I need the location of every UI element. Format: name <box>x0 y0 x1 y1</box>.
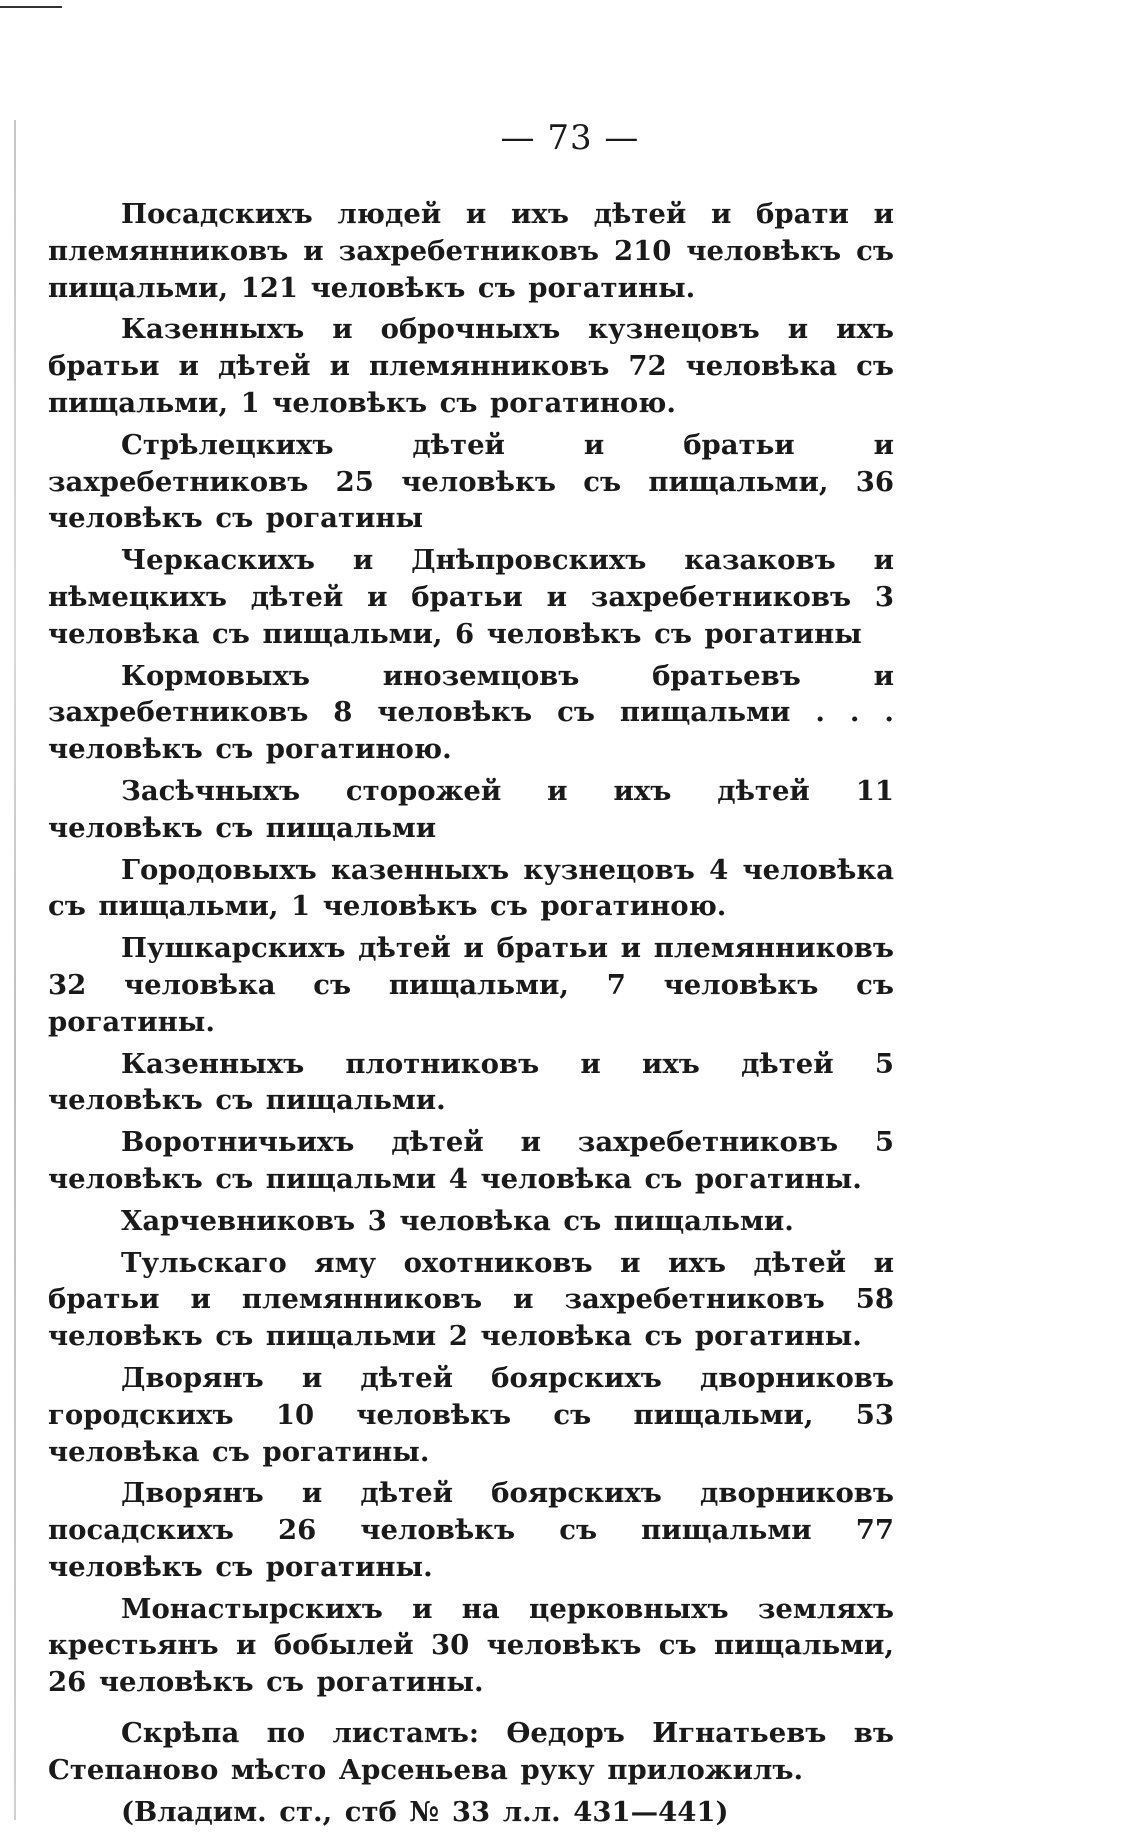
paragraph-monastery-peasants: Монастырскихъ и на церковныхъ земляхъ крестьянъ и бобылей 30 человѣкъ съ пищальми, 26 человѣкъ съ рогатины. <box>48 1592 894 1699</box>
paragraph-gunners: Пушкарскихъ дѣтей и братьи и племянниковъ 32 человѣка съ пищальми, 7 человѣкъ съ рогатины. <box>48 932 894 1038</box>
paragraph-town-yard-keepers: Дворянъ и дѣтей боярскихъ дворниковъ городскихъ 10 человѣкъ съ пищальми, 53 человѣка съ рогатины. <box>48 1361 894 1468</box>
paragraph-posad-yard-keepers: Дворянъ и дѣтей боярскихъ дворниковъ посадскихъ 26 человѣкъ съ пищальми 77 человѣкъ съ рогатины. <box>48 1477 894 1583</box>
paragraph-posad-people: Посадскихъ людей и ихъ дѣтей и брати и племянниковъ и захребетниковъ 210 человѣкъ съ пищальми, 121 человѣкъ съ рогатины. <box>48 198 894 304</box>
scan-binding-shadow <box>14 120 16 1820</box>
paragraph-streltsy: Стрѣлецкихъ дѣтей и братьи и захребетниковъ 25 человѣкъ съ пищальми, 36 человѣкъ съ рогатины <box>48 428 894 535</box>
page-number: — 73 — <box>500 118 640 158</box>
scan-edge-mark <box>0 6 62 8</box>
paragraph-tula-coachmen: Тульскаго яму охотниковъ и ихъ дѣтей и братьи и племянниковъ и захребетниковъ 58 человѣкъ съ пищальми 2 человѣка съ рогатины. <box>48 1246 894 1353</box>
paragraph-town-smiths: Городовыхъ казенныхъ кузнецовъ 4 человѣка съ пищальми, 1 человѣкъ съ рогатиною. <box>48 853 894 923</box>
paragraph-carpenters: Казенныхъ плотниковъ и ихъ дѣтей 5 человѣкъ съ пищальми. <box>48 1047 894 1117</box>
closing-attestation: Скрѣпа по листамъ: Ѳедоръ Игнатьевъ въ Степаново мѣсто Арсеньева руку приложилъ. <box>48 1717 894 1786</box>
paragraph-zaseka-guards: Засѣчныхъ сторожей и ихъ дѣтей 11 человѣкъ съ пищальми <box>48 774 894 844</box>
source-citation: (Владим. ст., стб № 33 л.л. 431—441) <box>121 1795 729 1828</box>
paragraph-state-smiths: Казенныхъ и оброчныхъ кузнецовъ и ихъ братьи и дѣтей и племянниковъ 72 человѣка съ пищальми, 1 человѣкъ съ рогатиною. <box>48 313 894 419</box>
paragraph-cossacks: Черкаскихъ и Днѣпровскихъ казаковъ и нѣмецкихъ дѣтей и братьи и захребетниковъ 3 человѣка съ пищальми, 6 человѣкъ съ рогатины <box>48 544 894 650</box>
paragraph-tavern-keepers: Харчевниковъ 3 человѣка съ пищальми. <box>121 1204 794 1237</box>
page-body <box>48 196 894 1835</box>
paragraph-foreigners: Кормовыхъ иноземцовъ братьевъ и захребетниковъ 8 человѣкъ съ пищальми . . . человѣкъ съ рогатиною. <box>48 659 894 766</box>
paragraph-gatekeepers: Воротничьихъ дѣтей и захребетниковъ 5 человѣкъ съ пищальми 4 человѣка съ рогатины. <box>48 1126 894 1195</box>
